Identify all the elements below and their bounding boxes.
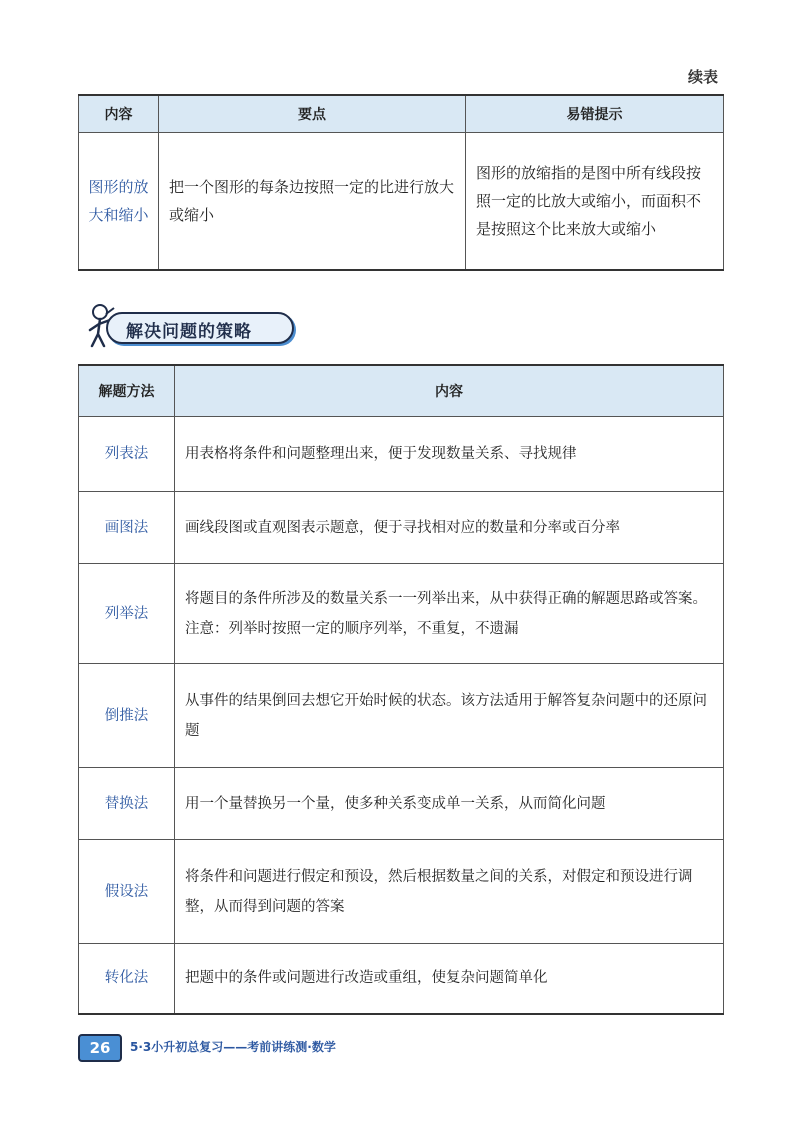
table-row	[79, 664, 724, 768]
method-name: 转化法	[79, 944, 175, 1014]
table-row	[79, 840, 724, 944]
method-name: 倒推法	[79, 664, 175, 768]
continued-label: 续表	[688, 68, 719, 86]
table-row	[79, 133, 724, 271]
table-row	[79, 768, 724, 840]
row-error-tip: 图形的放缩指的是图中所有线段按照一定的比放大或缩小，而面积不是按照这个比来放大或缩小	[466, 133, 724, 271]
section-banner	[82, 300, 297, 348]
header-error-tips: 易错提示	[466, 95, 724, 133]
header-method: 解题方法	[79, 365, 175, 417]
page-footer	[78, 1034, 398, 1064]
method-description: 将条件和问题进行假定和预设，然后根据数量之间的关系，对假定和预设进行调整，从而得到问题的答案	[175, 840, 724, 944]
table-header-row	[79, 95, 724, 133]
concept-table	[78, 94, 724, 271]
page-number: 26	[78, 1034, 122, 1062]
table-row	[79, 564, 724, 664]
method-name: 画图法	[79, 492, 175, 564]
method-description: 从事件的结果倒回去想它开始时候的状态。该方法适用于解答复杂问题中的还原问题	[175, 664, 724, 768]
row-topic: 图形的放大和缩小	[79, 133, 159, 271]
row-key-point: 把一个图形的每条边按照一定的比进行放大或缩小	[159, 133, 466, 271]
table-row	[79, 944, 724, 1014]
header-key-points: 要点	[159, 95, 466, 133]
method-name: 列表法	[79, 417, 175, 492]
table-row	[79, 492, 724, 564]
method-description: 用一个量替换另一个量，使多种关系变成单一关系，从而简化问题	[175, 768, 724, 840]
method-name: 替换法	[79, 768, 175, 840]
method-description: 把题中的条件或问题进行改造或重组，使复杂问题简单化	[175, 944, 724, 1014]
book-title: 5·3小升初总复习——考前讲练测·数学	[130, 1040, 336, 1054]
header-content: 内容	[79, 95, 159, 133]
method-name: 列举法	[79, 564, 175, 664]
method-description: 用表格将条件和问题整理出来，便于发现数量关系、寻找规律	[175, 417, 724, 492]
section-title: 解决问题的策略	[126, 322, 252, 342]
table-row	[79, 417, 724, 492]
method-description: 画线段图或直观图表示题意，便于寻找相对应的数量和分率或百分率	[175, 492, 724, 564]
strategy-table	[78, 364, 724, 1015]
method-description: 将题目的条件所涉及的数量关系一一列举出来，从中获得正确的解题思路或答案。注意：列举时按照一定的顺序列举，不重复，不遗漏	[175, 564, 724, 664]
table-header-row	[79, 365, 724, 417]
method-name: 假设法	[79, 840, 175, 944]
header-description: 内容	[175, 365, 724, 417]
